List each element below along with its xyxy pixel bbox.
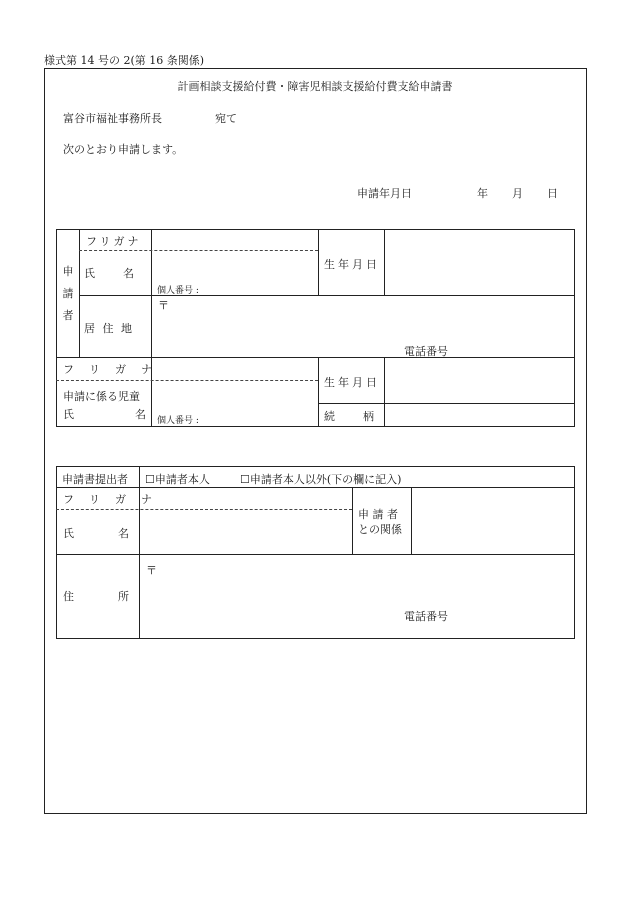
submitter-relation-label-1: 申 請 者 [358, 508, 398, 521]
date-label: 申請年月日 [357, 187, 412, 200]
child-my-number-label: 個人番号 : [157, 416, 199, 426]
form-number: 様式第 14 号の 2(第 16 条関係) [44, 54, 205, 67]
submitter-furigana-label: フ リ ガ ナ [63, 493, 154, 506]
child-name-label-right: 名 [135, 408, 146, 421]
submitter-phone-label: 電話番号 [404, 610, 448, 623]
applicant-section-char-2: 請 [62, 287, 74, 300]
date-day: 日 [547, 187, 558, 200]
submitter-option-self[interactable]: ☐申請者本人 [145, 473, 210, 486]
date-month: 月 [512, 187, 523, 200]
addressee: 富谷市福祉事務所長 [63, 112, 162, 125]
submitter-name-label: 氏 名 [63, 527, 129, 540]
date-year: 年 [477, 187, 488, 200]
submitter-relation-label-2: との関係 [358, 523, 402, 536]
child-name-label-left: 氏 [63, 408, 74, 421]
child-relation-label: 続 柄 [324, 410, 376, 423]
applicant-section-char-1: 申 [62, 265, 74, 278]
applicant-name-label: 氏 名 [84, 267, 136, 280]
submitter-option-other[interactable]: ☐申請者本人以外(下の欄に記入) [240, 473, 402, 486]
intro-text: 次のとおり申請します。 [63, 143, 184, 156]
applicant-address-label: 居 住 地 [84, 322, 134, 335]
applicant-furigana-label: フリガナ [86, 235, 142, 248]
applicant-my-number-label: 個人番号 : [157, 286, 199, 296]
applicant-birth-label: 生年月日 [324, 258, 380, 271]
applicant-section-char-3: 者 [62, 309, 74, 322]
addressee-suffix: 宛て [215, 112, 237, 125]
submitter-address-label: 住 所 [63, 590, 129, 603]
submitter-label: 申請書提出者 [62, 473, 128, 486]
form-title: 計画相談支援給付費・障害児相談支援給付費支給申請書 [177, 80, 453, 93]
form-frame [44, 68, 587, 814]
child-furigana-label: フ リ ガ ナ [63, 363, 154, 376]
child-birth-label: 生年月日 [324, 376, 380, 389]
applicant-phone-label: 電話番号 [404, 345, 448, 358]
child-name-label-line1: 申請に係る児童 [63, 390, 140, 403]
submitter-postal-mark: 〒 [146, 564, 157, 577]
applicant-postal-mark: 〒 [158, 299, 169, 312]
